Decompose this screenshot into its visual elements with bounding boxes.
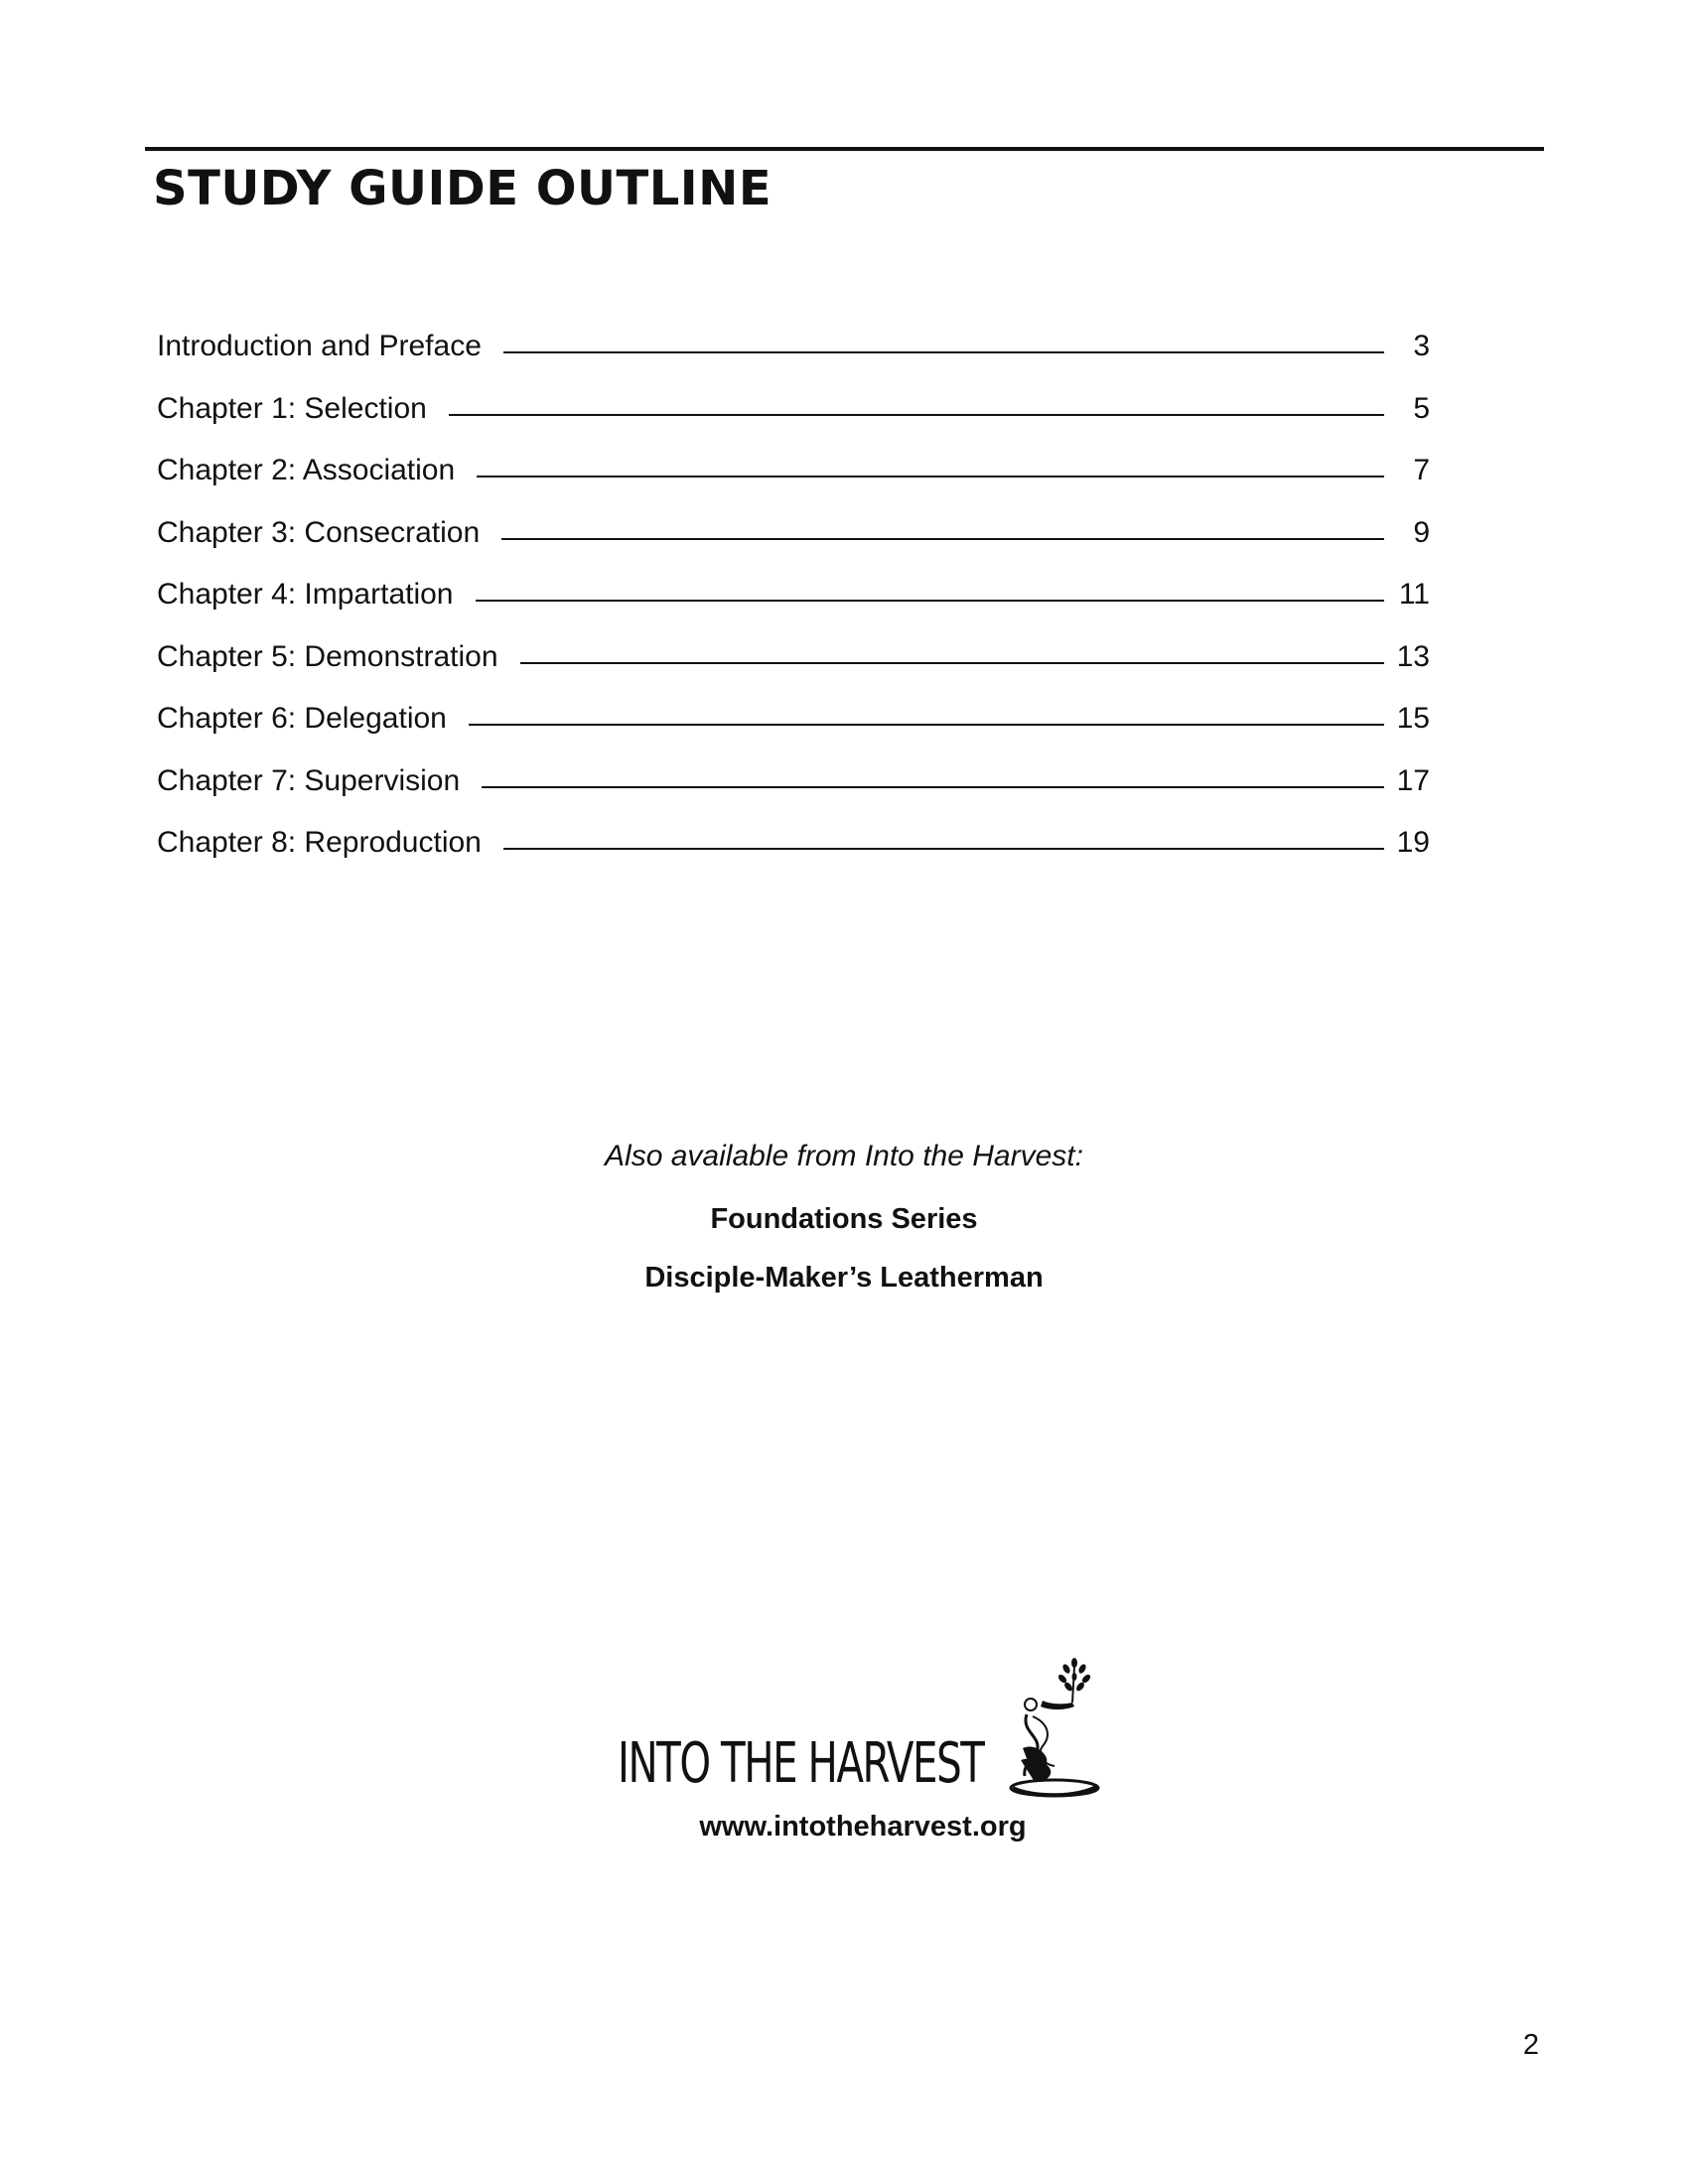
toc-entry-label: Chapter 2: Association [157,454,456,486]
toc-leader-line [482,786,1384,788]
toc-entry-chapter-1[interactable] [157,378,1430,441]
toc-entry-label: Chapter 4: Impartation [157,578,454,611]
toc-entry-chapter-2[interactable] [157,440,1430,502]
toc-entry-chapter-4[interactable] [157,564,1430,626]
toc-entry-label: Chapter 6: Delegation [157,702,447,735]
also-available-item: Disciple-Maker’s Leatherman [644,1262,1044,1294]
toc-entry-page: 15 [1396,702,1430,735]
also-available-section [0,1137,1688,1297]
page-title: STUDY GUIDE OUTLINE [153,161,773,216]
also-available-item: Foundations Series [710,1203,978,1235]
into-the-harvest-logo [618,1653,1114,1812]
toc-entry-label: Chapter 3: Consecration [157,515,481,549]
toc-entry-label: Chapter 7: Supervision [157,763,461,797]
toc-entry-page: 17 [1396,763,1430,797]
header-rule [145,147,1544,151]
toc-entry-page: 5 [1413,391,1430,425]
toc-entry-label: Chapter 5: Demonstration [157,639,498,673]
page-number: 2 [1522,2029,1539,2061]
toc-entry-chapter-5[interactable] [157,626,1430,689]
toc-entry-introduction[interactable] [157,316,1430,378]
table-of-contents [157,316,1430,875]
toc-entry-page: 9 [1413,515,1430,549]
toc-entry-label: Chapter 1: Selection [157,391,427,425]
toc-entry-label: Chapter 8: Reproduction [157,826,482,859]
toc-leader-line [477,476,1384,478]
toc-leader-line [503,351,1384,353]
also-available-intro: Also available from Into the Harvest: [605,1140,1083,1172]
toc-entry-label: Introduction and Preface [157,330,482,362]
toc-entry-page: 7 [1413,454,1430,486]
website-url[interactable]: www.intotheharvest.org [699,1811,1027,1843]
toc-leader-line [469,724,1384,726]
toc-leader-line [503,848,1384,850]
sower-with-plant-icon [1003,1653,1114,1802]
toc-entry-chapter-8[interactable] [157,812,1430,875]
logo-wordmark: INTO THE HARVEST [618,1731,984,1796]
toc-entry-chapter-3[interactable] [157,502,1430,565]
toc-entry-page: 13 [1396,639,1430,673]
toc-leader-line [449,414,1384,416]
toc-entry-chapter-6[interactable] [157,688,1430,751]
toc-entry-page: 11 [1398,578,1430,611]
toc-entry-page: 19 [1396,826,1430,859]
toc-entry-chapter-7[interactable] [157,751,1430,813]
toc-entry-page: 3 [1413,330,1430,362]
toc-leader-line [520,662,1384,664]
toc-leader-line [501,538,1384,540]
toc-leader-line [476,600,1385,602]
